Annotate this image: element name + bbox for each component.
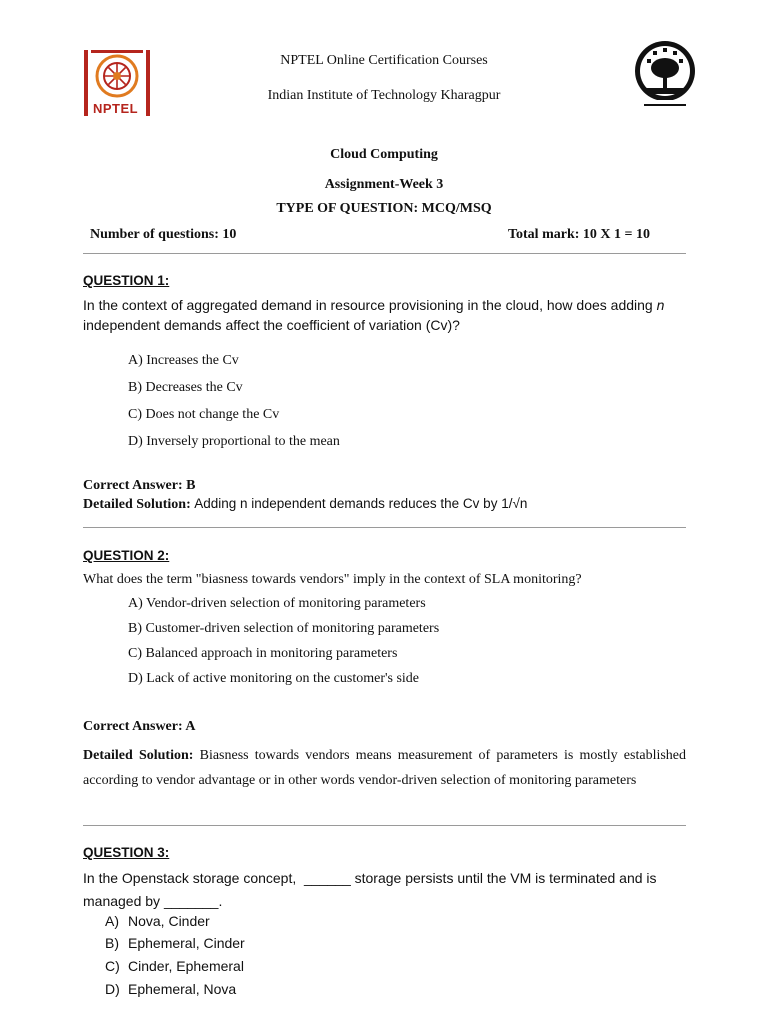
nptel-logo-text: NPTEL: [93, 101, 139, 116]
num-questions-label: Number of questions: [90, 227, 215, 242]
q2-option-c: C) Balanced approach in monitoring parameters: [128, 646, 398, 661]
q3-option-c-letter: C): [105, 958, 120, 974]
num-questions-value: : 10: [214, 227, 237, 242]
q1-solution-label: Detailed Solution:: [83, 497, 191, 512]
q3-text-line1: In the Openstack storage concept, ______ storage persists until the VM is terminated and is: [83, 870, 657, 886]
course-title: Cloud Computing: [330, 147, 438, 162]
q1-text-part2: independent demands affect the coefficient of variation (Cv)?: [83, 317, 460, 333]
q3-option-d: [105, 981, 236, 997]
divider: [83, 825, 686, 826]
divider: [83, 253, 686, 254]
assignment-title: Assignment-Week 3: [324, 177, 444, 192]
question-2-text: What does the term "biasness towards vendors" imply in the context of SLA monitoring?: [83, 572, 582, 587]
divider: [83, 527, 686, 528]
institute-line: Indian Institute of Technology Kharagpur: [267, 88, 501, 103]
q2-solution-label: Detailed Solution:: [83, 748, 194, 763]
number-of-questions: [90, 227, 236, 243]
q2-option-b: B) Customer-driven selection of monitoring parameters: [128, 621, 440, 636]
q1-text-italic: n: [656, 297, 665, 313]
question-1-text: [83, 295, 683, 335]
q3-option-d-text: Ephemeral, Nova: [128, 981, 237, 997]
q1-option-d: D) Inversely proportional to the mean: [128, 434, 340, 449]
question-1-heading: QUESTION 1:: [83, 273, 170, 288]
org-line: NPTEL Online Certification Courses: [280, 53, 488, 68]
q3-option-c: [105, 958, 244, 974]
q1-detailed-solution: [83, 496, 527, 513]
q3-option-c-text: Cinder, Ephemeral: [128, 958, 244, 974]
q2-detailed-solution: [83, 743, 686, 793]
question-type: TYPE OF QUESTION: MCQ/MSQ: [276, 201, 492, 216]
q3-option-a-text: Nova, Cinder: [128, 913, 210, 929]
q3-option-b-text: Ephemeral, Cinder: [128, 935, 245, 951]
question-3-heading: QUESTION 3:: [83, 845, 170, 860]
question-3-text: [83, 867, 693, 913]
total-mark: Total mark: 10 X 1 = 10: [507, 227, 650, 242]
q2-option-a: A) Vendor-driven selection of monitoring parameters: [128, 596, 426, 611]
q3-option-d-letter: D): [105, 981, 120, 997]
q3-text-line2: managed by _______.: [83, 893, 223, 909]
q1-text-part1: In the context of aggregated demand in resource provisioning in the cloud, how does adding: [83, 297, 657, 313]
q2-option-d: D) Lack of active monitoring on the customer's side: [128, 671, 419, 686]
question-2-heading: QUESTION 2:: [83, 548, 170, 563]
q3-option-a-letter: A): [105, 913, 119, 929]
q2-correct-answer: Correct Answer: A: [83, 719, 196, 734]
q3-option-b: [105, 935, 245, 951]
q2-solution-text: Biasness towards vendors means measurement of parameters is mostly established according to vendor advantage or in other words vendor-driven selection of monitoring parameters: [83, 748, 687, 788]
q3-option-b-letter: B): [105, 935, 119, 951]
q1-option-b: B) Decreases the Cv: [128, 380, 243, 395]
q1-solution-text: Adding n independent demands reduces the Cv by 1/√n: [194, 496, 528, 511]
q1-correct-answer: Correct Answer: B: [83, 478, 196, 493]
q1-option-c: C) Does not change the Cv: [128, 407, 280, 422]
q1-option-a: A) Increases the Cv: [128, 353, 239, 368]
q3-option-a: [105, 913, 210, 929]
